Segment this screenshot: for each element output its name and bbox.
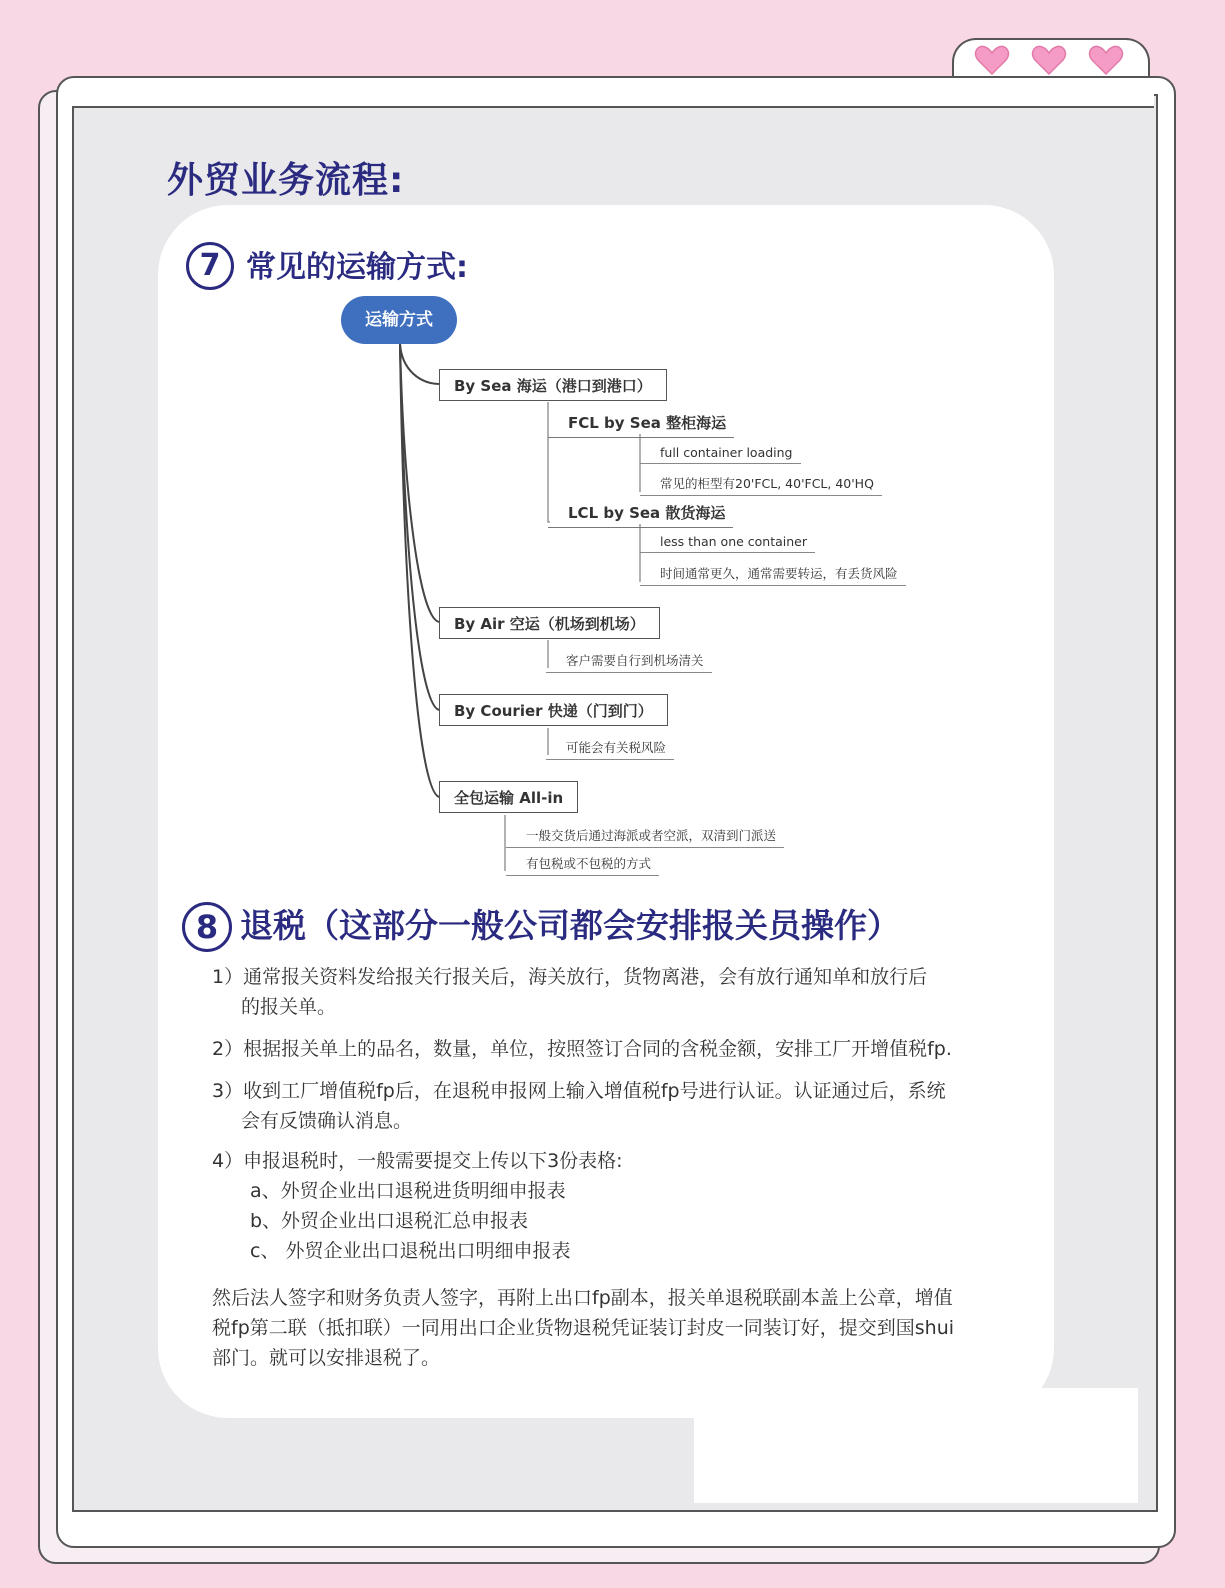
page-title: 外贸业务流程: bbox=[167, 160, 405, 201]
leaf-air-clearance: 客户需要自行到机场清关 bbox=[546, 651, 712, 673]
closing-line-2: 税fp第二联（抵扣联）一同用出口企业货物退税凭证装订封皮一同装订好，提交到国shui bbox=[212, 1317, 955, 1339]
step-3-line-1: 3）收到工厂增值税fp后，在退税申报网上输入增值税fp号进行认证。认证通过后，系统 bbox=[212, 1080, 946, 1102]
step-1-line-2: 的报关单。 bbox=[241, 996, 337, 1018]
form-item-b: b、外贸企业出口退税汇总申报表 bbox=[250, 1210, 529, 1232]
section-number-8: 8 bbox=[182, 902, 232, 952]
closing-paragraph bbox=[212, 1283, 954, 1373]
section-7-title: 常见的运输方式: bbox=[246, 250, 468, 285]
leaf-less-than-container: less than one container bbox=[640, 534, 815, 553]
node-by-sea: By Sea 海运（港口到港口） bbox=[439, 369, 667, 401]
node-by-air: By Air 空运（机场到机场） bbox=[439, 607, 660, 639]
heart-icon bbox=[974, 44, 1010, 76]
leaf-lcl-risk: 时间通常更久，通常需要转运，有丢货风险 bbox=[640, 564, 906, 586]
refund-step-2 bbox=[212, 1034, 952, 1064]
panel-top-bar bbox=[72, 94, 1154, 108]
leaf-allin-tax: 有包税或不包税的方式 bbox=[506, 854, 659, 876]
closing-line-3: 部门。就可以安排退税了。 bbox=[212, 1347, 441, 1369]
mindmap-root: 运输方式 bbox=[341, 296, 457, 344]
node-by-courier: By Courier 快递（门到门） bbox=[439, 694, 668, 726]
step-1-line-1: 1）通常报关资料发给报关行报关后，海关放行，货物离港，会有放行通知单和放行后 bbox=[212, 966, 928, 988]
closing-line-1: 然后法人签字和财务负责人签字，再附上出口fp副本，报关单退税联副本盖上公章，增值 bbox=[212, 1287, 953, 1309]
section-number-7: 7 bbox=[186, 242, 234, 290]
leaf-full-container: full container loading bbox=[640, 445, 801, 464]
refund-step-4 bbox=[212, 1146, 623, 1266]
leaf-courier-risk: 可能会有关税风险 bbox=[546, 738, 674, 760]
step-4-line-1: 4）申报退税时，一般需要提交上传以下3份表格: bbox=[212, 1150, 623, 1172]
step-3-line-2: 会有反馈确认消息。 bbox=[241, 1110, 413, 1132]
refund-step-3 bbox=[212, 1076, 946, 1136]
refund-step-1 bbox=[212, 962, 927, 1022]
leaf-allin-delivery: 一般交货后通过海派或者空派，双清到门派送 bbox=[506, 826, 784, 848]
node-fcl: FCL by Sea 整柜海运 bbox=[548, 412, 734, 438]
form-item-a: a、外贸企业出口退税进货明细申报表 bbox=[250, 1180, 566, 1202]
section-8-title: 退税（这部分一般公司都会安排报关员操作） bbox=[240, 906, 900, 945]
step-2-line-1: 2）根据报关单上的品名，数量，单位，按照签订合同的含税金额，安排工厂开增值税fp. bbox=[212, 1038, 952, 1060]
heart-icon bbox=[1088, 44, 1124, 76]
node-all-in: 全包运输 All-in bbox=[439, 781, 578, 813]
leaf-container-types: 常见的柜型有20'FCL, 40'FCL, 40'HQ bbox=[640, 474, 882, 496]
form-item-c: c、 外贸企业出口退税出口明细申报表 bbox=[250, 1240, 571, 1262]
heart-icon bbox=[1031, 44, 1067, 76]
node-lcl: LCL by Sea 散货海运 bbox=[548, 502, 733, 528]
